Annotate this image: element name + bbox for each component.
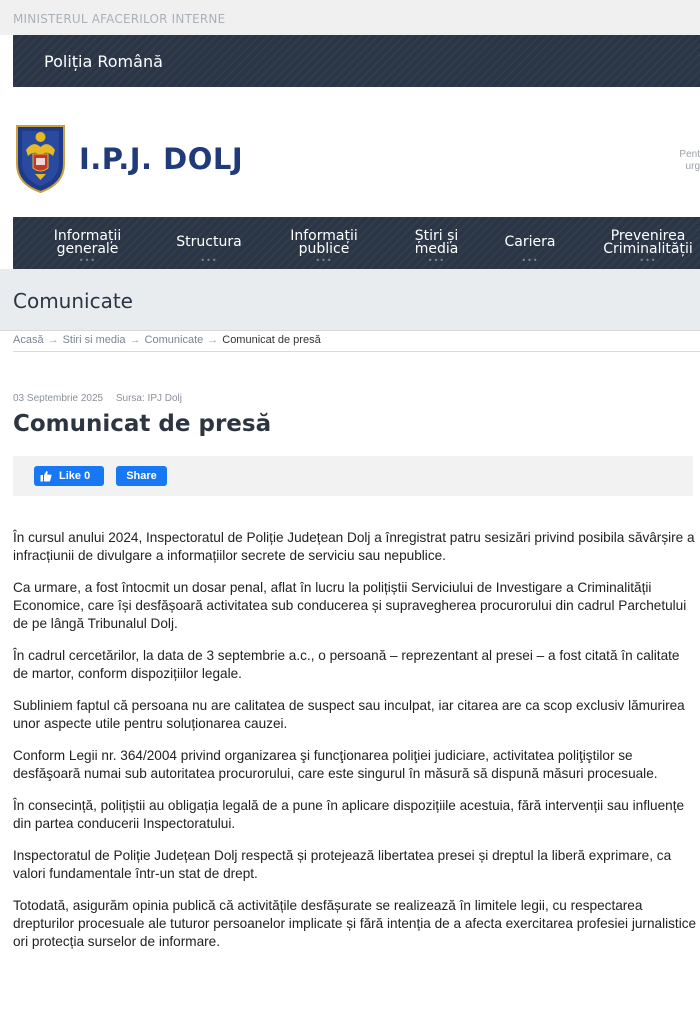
- breadcrumb: [13, 334, 321, 346]
- facebook-share-button[interactable]: Share: [116, 466, 167, 486]
- nav-label: Informații: [290, 228, 358, 244]
- nav-dots: •••: [78, 256, 97, 265]
- nav-label: Știri și: [414, 228, 459, 244]
- page-title: Comunicate: [13, 289, 133, 313]
- article-paragraph: În consecință, polițiștii au obligația legală de a pune în aplicare dispozițiile acestuia, fără intervenții sau influențe din partea conducerii Inspectoratului.: [13, 798, 685, 831]
- article-paragraph: Subliniem faptul că persoana nu are calitatea de suspect sau inculpat, iar citarea are ca scop exclusiv lămurirea unor aspecte utile pentru soluționarea cauzei.: [13, 698, 685, 731]
- nav-cariera[interactable]: [489, 217, 571, 269]
- nav-label: Cariera: [504, 234, 556, 250]
- facebook-like-label: Like 0: [59, 470, 91, 482]
- article-body: [13, 529, 698, 965]
- ministry-link[interactable]: MINISTERUL AFACERILOR INTERNE: [13, 12, 226, 26]
- article-paragraph: În cadrul cercetărilor, la data de 3 septembrie a.c., o persoană – reprezentant al presei – a fost citată în calitate de martor, conform dispozițiilor legale.: [13, 648, 680, 681]
- nav-label: Informații: [53, 228, 122, 244]
- social-share-bar: [13, 456, 693, 496]
- ministry-bar: [0, 0, 700, 35]
- breadcrumb-arrow-icon: →: [129, 334, 141, 346]
- nav-label: Structura: [176, 234, 242, 250]
- site-title: I.P.J. DOLJ: [79, 142, 244, 176]
- nav-informatii-generale[interactable]: [39, 217, 136, 269]
- nav-informatii-publice[interactable]: [275, 217, 373, 269]
- article-paragraph: Totodată, asigurăm opinia publică că activitățile desfășurate se realizează în limitele legii, cu respectarea drepturilor procesuale ale tuturor persoanelor implicate și fără intenția de a afecta exercitarea profesiei jurnalistice ori protecția surselor de informare.: [13, 898, 697, 949]
- nav-stiri-si-media[interactable]: [388, 217, 485, 269]
- breadcrumb-current: Comunicat de presă: [222, 334, 321, 346]
- nav-prevenirea-criminalitatii[interactable]: [596, 217, 700, 269]
- article-paragraph: Conform Legii nr. 364/2004 privind organizarea şi funcţionarea poliţiei judiciare, activitatea poliţiştilor se desfăşoară numai sub autoritatea procurorului, care este singurul în măsură să dispună măsuri procesuale.: [13, 748, 658, 781]
- article-title: Comunicat de presă: [13, 411, 272, 437]
- breadcrumb-comunicate[interactable]: Comunicate: [144, 334, 204, 346]
- article-meta: [13, 393, 182, 404]
- nav-dots: •••: [521, 256, 539, 265]
- article-date: 03 Septembrie 2025: [13, 393, 104, 404]
- nav-label: Criminalității: [603, 241, 693, 257]
- breadcrumb-divider: [13, 351, 700, 352]
- nav-label: publice: [298, 241, 350, 257]
- emergency-info: Pent urg: [679, 149, 700, 172]
- nav-dots: •••: [200, 256, 218, 265]
- main-navigation: [13, 217, 700, 269]
- breadcrumb-home[interactable]: Acasă: [13, 334, 44, 346]
- nav-dots: •••: [315, 256, 333, 265]
- facebook-like-button[interactable]: [34, 466, 104, 486]
- police-romana-link[interactable]: Poliția Română: [44, 52, 163, 71]
- nav-label: generale: [56, 241, 119, 257]
- breadcrumb-arrow-icon: →: [47, 334, 59, 346]
- nav-structura[interactable]: [158, 217, 260, 269]
- article-paragraph: Ca urmare, a fost întocmit un dosar penal, aflat în lucru la polițiștii Serviciului de Investigare a Criminalității Economice, care își desfășoară activitatea sub conducerea și supravegherea procurorului din cadrul Parchetului de pe lângă Tribunalul Dolj.: [13, 580, 687, 631]
- thumbs-up-icon: [40, 470, 52, 482]
- article-paragraph: În cursul anului 2024, Inspectoratul de Poliție Județean Dolj a înregistrat patru sesizări privind posibila săvârșire a infracțiunii de divulgare a informațiilor secrete de serviciu sau nepublice.: [13, 530, 695, 563]
- page-header: [0, 269, 700, 331]
- nav-dots: •••: [427, 256, 446, 265]
- breadcrumb-arrow-icon: →: [207, 334, 219, 346]
- police-bar: [13, 35, 700, 87]
- article-source: Sursa: IPJ Dolj: [115, 393, 182, 404]
- article-paragraph: Inspectoratul de Poliție Județean Dolj respectă și protejează libertatea presei și dreptul la liberă exprimare, ca valori fundamentale într-un stat de drept.: [13, 848, 672, 881]
- breadcrumb-stiri-si-media[interactable]: Stiri si media: [62, 334, 126, 346]
- nav-dots: •••: [639, 256, 657, 265]
- coat-of-arms-icon: [13, 120, 68, 194]
- nav-label: Prevenirea: [610, 228, 686, 244]
- nav-label: media: [414, 241, 459, 257]
